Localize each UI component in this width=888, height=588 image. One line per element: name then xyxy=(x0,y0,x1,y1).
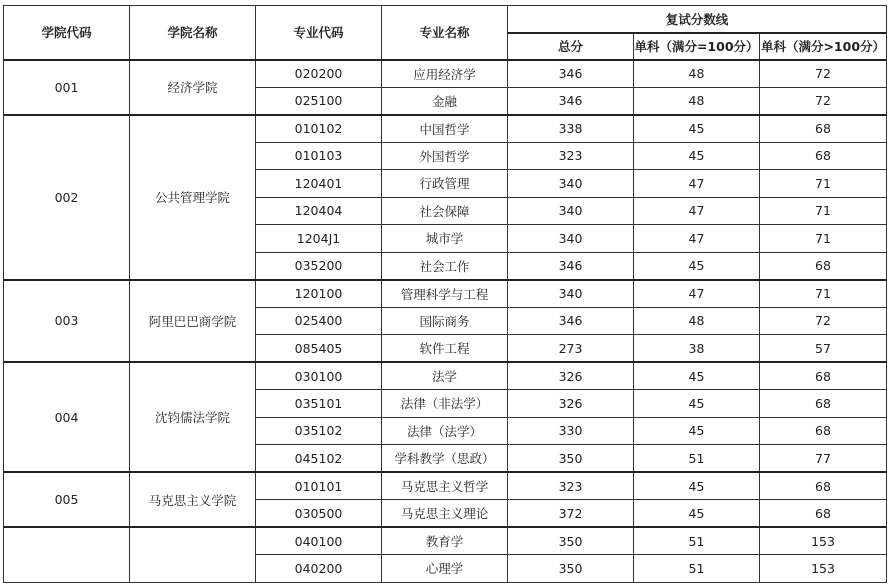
total-score-cell: 346 xyxy=(508,252,634,280)
major-code-cell: 010101 xyxy=(256,472,382,500)
total-score-cell: 340 xyxy=(508,225,634,253)
table-header xyxy=(4,6,887,60)
college-code-cell xyxy=(4,527,130,582)
single-gt100-cell: 68 xyxy=(760,142,887,170)
college-code-cell: 003 xyxy=(4,280,130,363)
single-100-cell: 48 xyxy=(634,60,760,88)
major-name-cell: 国际商务 xyxy=(382,307,508,335)
single-100-cell: 45 xyxy=(634,390,760,418)
single-100-cell: 45 xyxy=(634,252,760,280)
college-code-cell: 005 xyxy=(4,472,130,527)
header-major-code: 专业代码 xyxy=(256,6,382,60)
total-score-cell: 338 xyxy=(508,115,634,143)
major-code-cell: 040200 xyxy=(256,555,382,583)
single-100-cell: 47 xyxy=(634,280,760,308)
major-code-cell: 085405 xyxy=(256,335,382,363)
total-score-cell: 372 xyxy=(508,500,634,528)
major-name-cell: 城市学 xyxy=(382,225,508,253)
major-code-cell: 020200 xyxy=(256,60,382,88)
major-code-cell: 025400 xyxy=(256,307,382,335)
header-single-100: 单科（满分=100分） xyxy=(634,33,760,60)
single-100-cell: 47 xyxy=(634,197,760,225)
single-gt100-cell: 71 xyxy=(760,225,887,253)
total-score-cell: 330 xyxy=(508,417,634,445)
major-name-cell: 社会保障 xyxy=(382,197,508,225)
total-score-cell: 346 xyxy=(508,87,634,115)
single-gt100-cell: 153 xyxy=(760,527,887,555)
major-name-cell: 法律（非法学） xyxy=(382,390,508,418)
single-gt100-cell: 72 xyxy=(760,87,887,115)
total-score-cell: 326 xyxy=(508,390,634,418)
total-score-cell: 340 xyxy=(508,170,634,198)
major-code-cell: 040100 xyxy=(256,527,382,555)
single-gt100-cell: 68 xyxy=(760,417,887,445)
header-college-code: 学院代码 xyxy=(4,6,130,60)
major-code-cell: 035200 xyxy=(256,252,382,280)
single-100-cell: 45 xyxy=(634,142,760,170)
major-code-cell: 120100 xyxy=(256,280,382,308)
total-score-cell: 346 xyxy=(508,60,634,88)
major-code-cell: 120401 xyxy=(256,170,382,198)
single-100-cell: 51 xyxy=(634,527,760,555)
single-100-cell: 45 xyxy=(634,500,760,528)
major-code-cell: 025100 xyxy=(256,87,382,115)
total-score-cell: 323 xyxy=(508,142,634,170)
college-code-cell: 002 xyxy=(4,115,130,280)
major-name-cell: 马克思主义哲学 xyxy=(382,472,508,500)
college-name-cell: 公共管理学院 xyxy=(130,115,256,280)
major-name-cell: 应用经济学 xyxy=(382,60,508,88)
single-gt100-cell: 68 xyxy=(760,115,887,143)
header-retest-line: 复试分数线 xyxy=(508,6,887,33)
retest-score-table xyxy=(3,5,887,583)
college-name-cell xyxy=(130,527,256,582)
single-gt100-cell: 153 xyxy=(760,555,887,583)
single-100-cell: 51 xyxy=(634,445,760,473)
total-score-cell: 323 xyxy=(508,472,634,500)
single-gt100-cell: 71 xyxy=(760,170,887,198)
major-name-cell: 行政管理 xyxy=(382,170,508,198)
major-name-cell: 心理学 xyxy=(382,555,508,583)
major-name-cell: 教育学 xyxy=(382,527,508,555)
college-name-cell: 阿里巴巴商学院 xyxy=(130,280,256,363)
single-gt100-cell: 72 xyxy=(760,307,887,335)
single-100-cell: 47 xyxy=(634,225,760,253)
single-100-cell: 48 xyxy=(634,87,760,115)
major-code-cell: 030100 xyxy=(256,362,382,390)
college-code-cell: 001 xyxy=(4,60,130,115)
total-score-cell: 350 xyxy=(508,555,634,583)
single-gt100-cell: 68 xyxy=(760,362,887,390)
major-name-cell: 马克思主义理论 xyxy=(382,500,508,528)
major-name-cell: 外国哲学 xyxy=(382,142,508,170)
college-name-cell: 沈钧儒法学院 xyxy=(130,362,256,472)
single-100-cell: 48 xyxy=(634,307,760,335)
major-name-cell: 金融 xyxy=(382,87,508,115)
single-gt100-cell: 68 xyxy=(760,472,887,500)
total-score-cell: 273 xyxy=(508,335,634,363)
single-100-cell: 45 xyxy=(634,417,760,445)
table-row xyxy=(4,60,887,88)
total-score-cell: 340 xyxy=(508,197,634,225)
major-name-cell: 软件工程 xyxy=(382,335,508,363)
single-100-cell: 45 xyxy=(634,472,760,500)
single-gt100-cell: 72 xyxy=(760,60,887,88)
single-gt100-cell: 68 xyxy=(760,390,887,418)
table-row xyxy=(4,362,887,390)
single-gt100-cell: 57 xyxy=(760,335,887,363)
table-row xyxy=(4,115,887,143)
major-code-cell: 010102 xyxy=(256,115,382,143)
college-code-cell: 004 xyxy=(4,362,130,472)
header-single-gt100: 单科（满分>100分） xyxy=(760,33,887,60)
major-name-cell: 法律（法学） xyxy=(382,417,508,445)
single-gt100-cell: 68 xyxy=(760,252,887,280)
single-gt100-cell: 71 xyxy=(760,197,887,225)
major-code-cell: 035102 xyxy=(256,417,382,445)
major-code-cell: 035101 xyxy=(256,390,382,418)
major-name-cell: 社会工作 xyxy=(382,252,508,280)
table-body xyxy=(4,60,887,583)
header-college-name: 学院名称 xyxy=(130,6,256,60)
total-score-cell: 326 xyxy=(508,362,634,390)
total-score-cell: 350 xyxy=(508,527,634,555)
major-name-cell: 管理科学与工程 xyxy=(382,280,508,308)
major-code-cell: 045102 xyxy=(256,445,382,473)
major-name-cell: 中国哲学 xyxy=(382,115,508,143)
single-gt100-cell: 71 xyxy=(760,280,887,308)
table-row xyxy=(4,280,887,308)
single-100-cell: 45 xyxy=(634,115,760,143)
major-code-cell: 1204J1 xyxy=(256,225,382,253)
major-code-cell: 030500 xyxy=(256,500,382,528)
total-score-cell: 346 xyxy=(508,307,634,335)
table-row xyxy=(4,527,887,555)
header-major-name: 专业名称 xyxy=(382,6,508,60)
single-100-cell: 47 xyxy=(634,170,760,198)
college-name-cell: 经济学院 xyxy=(130,60,256,115)
major-code-cell: 120404 xyxy=(256,197,382,225)
total-score-cell: 340 xyxy=(508,280,634,308)
single-100-cell: 45 xyxy=(634,362,760,390)
single-100-cell: 51 xyxy=(634,555,760,583)
college-name-cell: 马克思主义学院 xyxy=(130,472,256,527)
total-score-cell: 350 xyxy=(508,445,634,473)
single-gt100-cell: 68 xyxy=(760,500,887,528)
single-100-cell: 38 xyxy=(634,335,760,363)
major-name-cell: 法学 xyxy=(382,362,508,390)
table-row xyxy=(4,472,887,500)
single-gt100-cell: 77 xyxy=(760,445,887,473)
major-code-cell: 010103 xyxy=(256,142,382,170)
header-total-score: 总分 xyxy=(508,33,634,60)
major-name-cell: 学科教学（思政） xyxy=(382,445,508,473)
